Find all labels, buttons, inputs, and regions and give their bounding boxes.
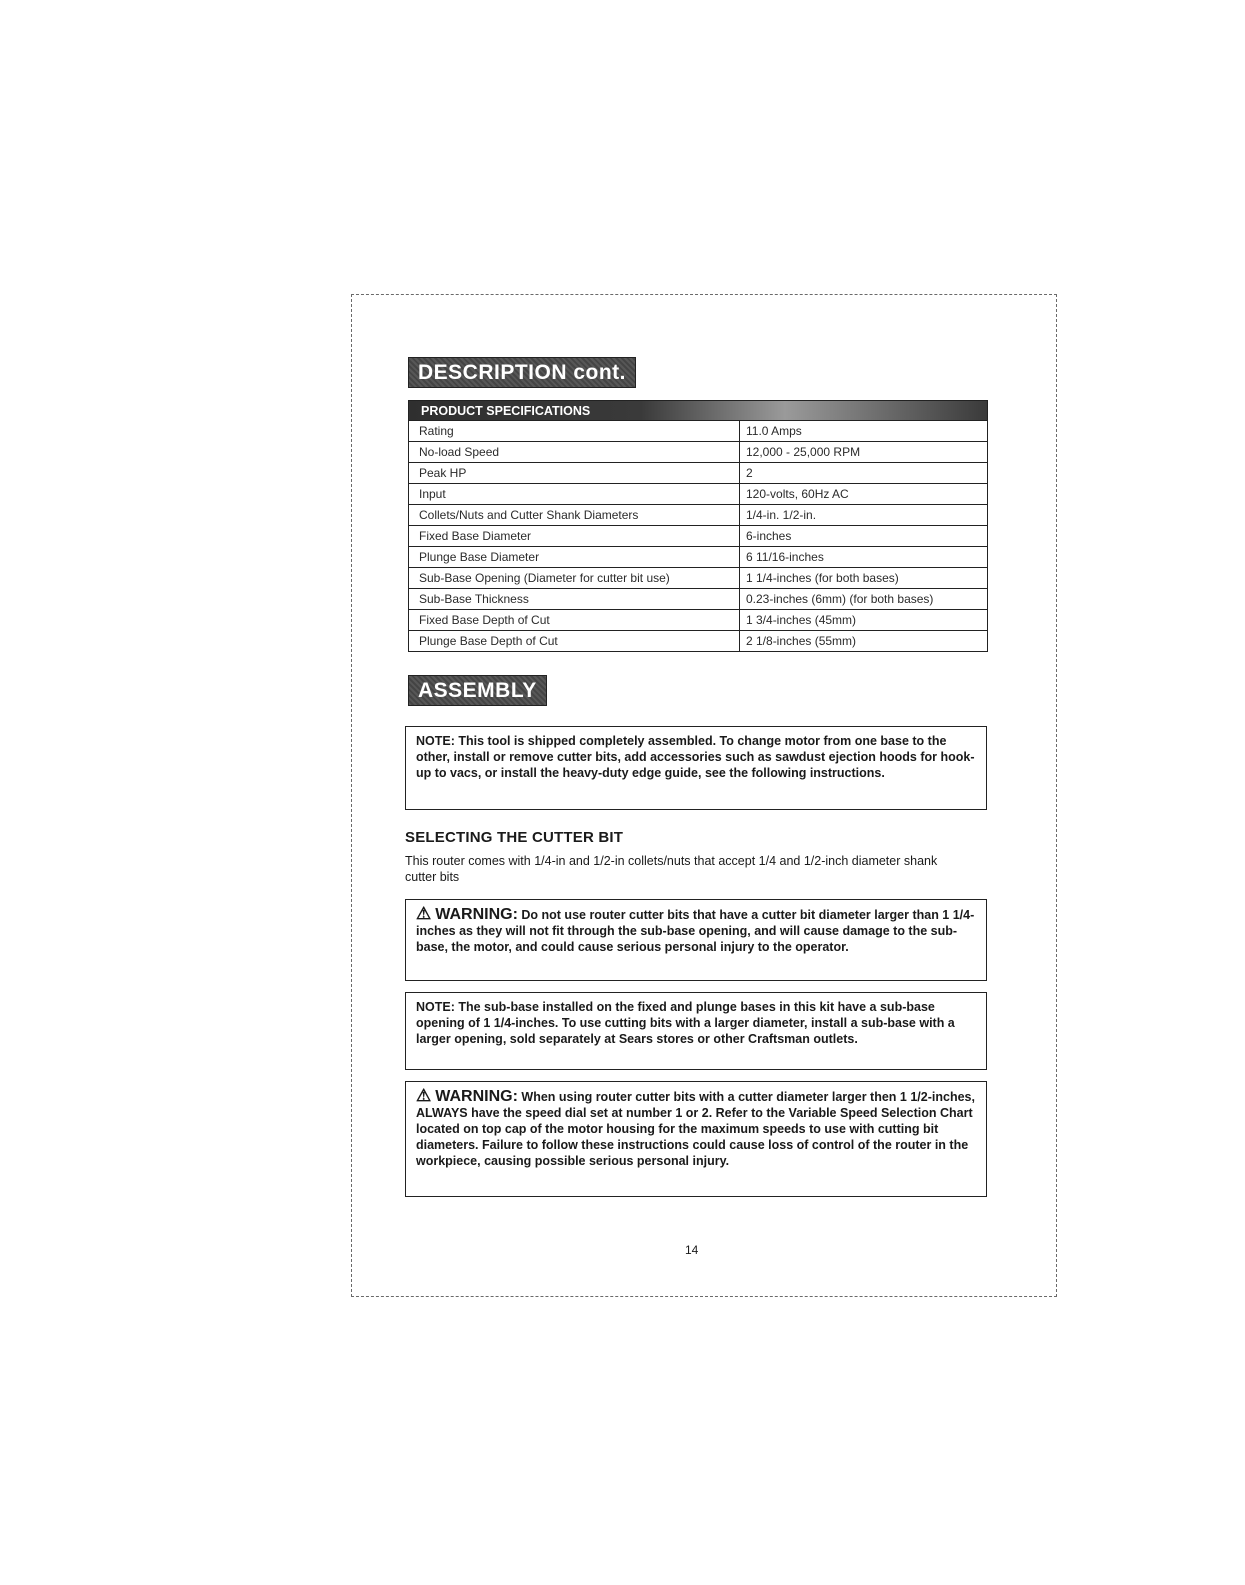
spec-value: 1/4-in. 1/2-in.: [740, 505, 988, 526]
spec-value: 2 1/8-inches (55mm): [740, 631, 988, 652]
spec-label: No-load Speed: [409, 442, 740, 463]
warning-text: Do not use router cutter bits that have a cutter bit diameter larger than 1 1/4-inches as they will not fit through the sub-base opening, and will cause damage to the sub-base, the motor, and could cause serious personal injury to the operator.: [416, 908, 975, 954]
table-row: [409, 421, 988, 442]
spec-label: Sub-Base Thickness: [409, 589, 740, 610]
spec-label: Input: [409, 484, 740, 505]
spec-label: Collets/Nuts and Cutter Shank Diameters: [409, 505, 740, 526]
table-header: PRODUCT SPECIFICATIONS: [409, 401, 988, 421]
spec-value: 6-inches: [740, 526, 988, 547]
note-assembly-box: [405, 726, 987, 810]
spec-value: 6 11/16-inches: [740, 547, 988, 568]
note-subbase-text: NOTE: The sub-base installed on the fixed and plunge bases in this kit have a sub-base opening of 1 1/4-inches. To use cutting bits with a larger diameter, install a sub-base with a larger opening, sold separately at Sears stores or other Craftsman outlets.: [416, 1000, 955, 1046]
table-row: [409, 505, 988, 526]
warning-box-cutter-diameter: [405, 899, 987, 981]
warning-box-speed-dial: [405, 1081, 987, 1197]
product-specifications-table: [408, 400, 988, 652]
table-row: [409, 442, 988, 463]
note-assembly-text: NOTE: This tool is shipped completely assembled. To change motor from one base to the other, install or remove cutter bits, add accessories such as sawdust ejection hoods for hook-up to vacs, or install the heavy-duty edge guide, see the following instructions.: [416, 734, 975, 780]
spec-value: 0.23-inches (6mm) (for both bases): [740, 589, 988, 610]
spec-label: Plunge Base Diameter: [409, 547, 740, 568]
warning-label: WARNING:: [435, 1088, 518, 1105]
spec-label: Rating: [409, 421, 740, 442]
spec-label: Plunge Base Depth of Cut: [409, 631, 740, 652]
spec-label: Sub-Base Opening (Diameter for cutter bit use): [409, 568, 740, 589]
table-row: [409, 463, 988, 484]
warning-text: When using router cutter bits with a cutter diameter larger then 1 1/2-inches, ALWAYS have the speed dial set at number 1 or 2. Refer to the Variable Speed Selection Chart located on top cap of the motor housing for the maximum speeds to use with cutting bit diameters. Failure to follow these instructions could cause loss of control of the router in the workpiece, causing possible serious personal injury.: [416, 1090, 975, 1168]
spec-value: 1 3/4-inches (45mm): [740, 610, 988, 631]
spec-label: Fixed Base Depth of Cut: [409, 610, 740, 631]
table-row: [409, 568, 988, 589]
table-header-row: [409, 401, 988, 421]
warning-triangle-icon: ⚠: [416, 1086, 432, 1105]
spec-value: 12,000 - 25,000 RPM: [740, 442, 988, 463]
table-row: [409, 526, 988, 547]
note-subbase-box: [405, 992, 987, 1070]
section-title-assembly: ASSEMBLY: [408, 675, 547, 706]
spec-value: 11.0 Amps: [740, 421, 988, 442]
spec-label: Peak HP: [409, 463, 740, 484]
selecting-cutter-bit-heading: SELECTING THE CUTTER BIT: [405, 829, 624, 846]
selecting-cutter-bit-text: This router comes with 1/4-in and 1/2-in collets/nuts that accept 1/4 and 1/2-inch diameter shank cutter bits: [405, 854, 938, 884]
spec-value: 120-volts, 60Hz AC: [740, 484, 988, 505]
warning-triangle-icon: ⚠: [416, 904, 432, 923]
section-title-description: DESCRIPTION cont.: [408, 357, 636, 388]
table-row: [409, 547, 988, 568]
table-row: [409, 484, 988, 505]
table-row: [409, 589, 988, 610]
spec-label: Fixed Base Diameter: [409, 526, 740, 547]
warning-label: WARNING:: [435, 906, 518, 923]
table-row: [409, 631, 988, 652]
table-row: [409, 610, 988, 631]
spec-value: 1 1/4-inches (for both bases): [740, 568, 988, 589]
spec-value: 2: [740, 463, 988, 484]
page-number: 14: [685, 1243, 699, 1257]
